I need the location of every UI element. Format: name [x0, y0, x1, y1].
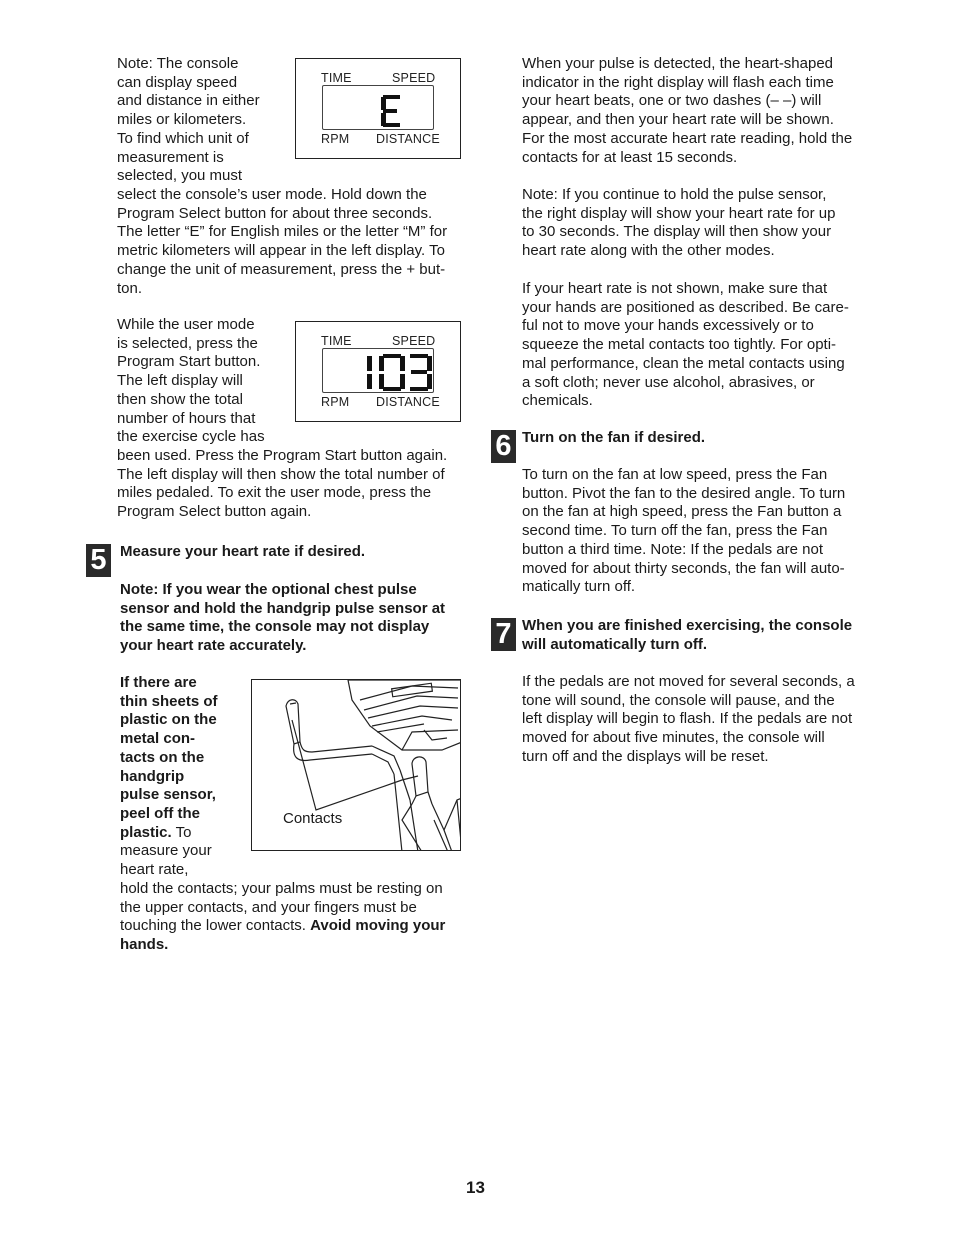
unit-note-wrap: [117, 55, 287, 186]
text-line: button. Pivot the fan to the desired angle. To turn: [522, 484, 846, 502]
text-line: Program Start button.: [117, 353, 261, 371]
text-line: indicator in the right display will flash each time: [522, 73, 834, 91]
console-display-hours: [295, 321, 461, 422]
text-line: the right display will show your heart rate for up: [522, 204, 836, 222]
text-line: mal performance, clean the metal contacts using: [522, 354, 845, 372]
text-line: miles pedaled. To exit the user mode, press the: [117, 484, 432, 502]
normal-run: To: [171, 823, 192, 841]
text-line: Program Select button again.: [117, 503, 312, 521]
text-line: measurement is: [117, 148, 224, 166]
text-line: When you are finished exercising, the console: [522, 617, 853, 634]
text-line: on the fan at high speed, press the Fan button a: [522, 503, 842, 521]
text-line: second time. To turn off the fan, press the Fan: [522, 522, 828, 540]
user-mode-wrap: [117, 316, 287, 447]
bold-run: Avoid moving your: [310, 917, 446, 935]
text-line: ful not to move your hands excessively or to: [522, 317, 814, 335]
text-line: turn off and the displays will be reset.: [522, 747, 769, 765]
text-line: change the unit of measurement, press the + but-: [117, 260, 446, 278]
text-line: Note: The console: [117, 55, 239, 72]
bold-run: plastic.: [120, 823, 172, 841]
step-number-5: 5: [86, 544, 111, 577]
text-line: metric kilometers will appear in the left display. To: [117, 242, 445, 260]
text-line: miles or kilometers.: [117, 111, 247, 129]
text-line: measure your: [120, 842, 212, 860]
text-line: While the user mode: [117, 316, 255, 333]
rpm-label: RPM: [321, 395, 350, 409]
text-line: the upper contacts, and your fingers must be: [120, 898, 417, 916]
text-line: The left display will then show the total number of: [117, 465, 445, 483]
step-number-7: 7: [491, 618, 516, 651]
text-line: moved for about thirty seconds, the fan will auto-: [522, 559, 845, 577]
text-line: pulse sensor,: [120, 786, 216, 804]
text-line: ton.: [117, 279, 143, 297]
text-line: To find which unit of: [117, 129, 249, 147]
text-line: For the most accurate heart rate reading, hold the: [522, 129, 853, 147]
text-line: your heart rate accurately.: [120, 637, 307, 655]
text-line: handgrip: [120, 767, 185, 785]
text-line: the exercise cycle has: [117, 428, 265, 446]
time-label: TIME: [321, 71, 352, 85]
text-line: When your pulse is detected, the heart-shaped: [522, 55, 834, 72]
text-line: to 30 seconds. The display will then show your: [522, 223, 832, 241]
unit-note-rest: [117, 186, 467, 298]
text-line: heart rate along with the other modes.: [522, 242, 775, 260]
step5-rest-text: [120, 880, 470, 955]
text-line: been used. Press the Program Start button again.: [117, 447, 448, 464]
text-line: select the console’s user mode. Hold down the: [117, 186, 427, 203]
text-line: matically turn off.: [522, 578, 636, 596]
page-number: 13: [466, 1178, 485, 1197]
text-line: Program Select button for about three seconds.: [117, 204, 433, 222]
contacts-caption: Contacts: [283, 810, 343, 827]
text-line: your hands are positioned as described. Be care-: [522, 298, 849, 316]
text-line: metal con-: [120, 730, 196, 748]
text-line: plastic on the: [120, 711, 217, 729]
step6-heading: Turn on the fan if desired.: [522, 429, 706, 446]
text-line: hold the contacts; your palms must be resting on: [120, 880, 443, 897]
text-line: will automatically turn off.: [522, 635, 708, 653]
text-line: then show the total: [117, 390, 243, 408]
text-line: squeeze the metal contacts too tightly. For opti-: [522, 336, 837, 354]
console-display-units: [295, 58, 461, 159]
speed-label: SPEED: [392, 71, 436, 85]
text-line: The letter “E” for English miles or the letter “M” for: [117, 223, 448, 241]
text-line: tacts on the: [120, 748, 205, 766]
text-line: selected, you must: [117, 167, 243, 185]
text-line: a soft cloth; never use alcohol, abrasives, or: [522, 373, 815, 391]
text-line: button a third time. Note: If the pedals are not: [522, 540, 824, 558]
distance-label: DISTANCE: [376, 395, 440, 409]
text-line: appear, and then your heart rate will be shown.: [522, 111, 834, 129]
text-line: [120, 917, 470, 936]
text-line: thin sheets of: [120, 692, 218, 710]
text-line: hands.: [120, 936, 169, 954]
normal-run: touching the lower contacts.: [120, 917, 311, 935]
step5-wrap-text: [120, 674, 248, 880]
text-line: your heart beats, one or two dashes (– –) will: [522, 92, 822, 110]
text-line: contacts for at least 15 seconds.: [522, 148, 738, 166]
text-line: Note: If you wear the optional chest pulse: [120, 581, 417, 598]
text-line: The left display will: [117, 372, 243, 390]
text-line: [120, 824, 248, 843]
text-line: To turn on the fan at low speed, press the Fan: [522, 466, 828, 483]
text-line: and distance in either: [117, 92, 260, 110]
text-line: heart rate,: [120, 861, 189, 879]
text-line: is selected, press the: [117, 334, 258, 352]
text-line: sensor and hold the handgrip pulse sensor at: [120, 599, 446, 617]
step5-heading: Measure your heart rate if desired.: [120, 543, 366, 560]
time-label: TIME: [321, 334, 352, 348]
text-line: If there are: [120, 674, 197, 691]
text-line: left display will begin to flash. If the pedals are not: [522, 710, 853, 728]
text-line: moved for about five minutes, the console will: [522, 729, 825, 747]
text-line: peel off the: [120, 804, 201, 822]
text-line: can display speed: [117, 73, 238, 91]
text-line: If the pedals are not moved for several seconds, a: [522, 673, 855, 690]
text-line: number of hours that: [117, 409, 256, 427]
rpm-label: RPM: [321, 132, 350, 146]
handgrip-illustration: [251, 679, 461, 851]
step7-body: [522, 673, 882, 767]
text-line: the same time, the console may not display: [120, 618, 430, 636]
step5-note: [120, 581, 470, 656]
step7-heading: [522, 617, 882, 654]
text-line: Note: If you continue to hold the pulse sensor,: [522, 186, 827, 203]
step-number-6: 6: [491, 430, 516, 463]
text-line: tone will sound, the console will pause, and the: [522, 691, 835, 709]
hold-sensor-para: [522, 186, 882, 261]
heart-rate-not-shown-para: [522, 280, 882, 411]
text-line: If your heart rate is not shown, make sure that: [522, 280, 828, 297]
distance-label: DISTANCE: [376, 132, 440, 146]
text-line: chemicals.: [522, 392, 593, 410]
user-mode-rest: [117, 447, 467, 522]
step6-body: [522, 466, 882, 597]
speed-label: SPEED: [392, 334, 436, 348]
pulse-detected-para: [522, 55, 882, 167]
